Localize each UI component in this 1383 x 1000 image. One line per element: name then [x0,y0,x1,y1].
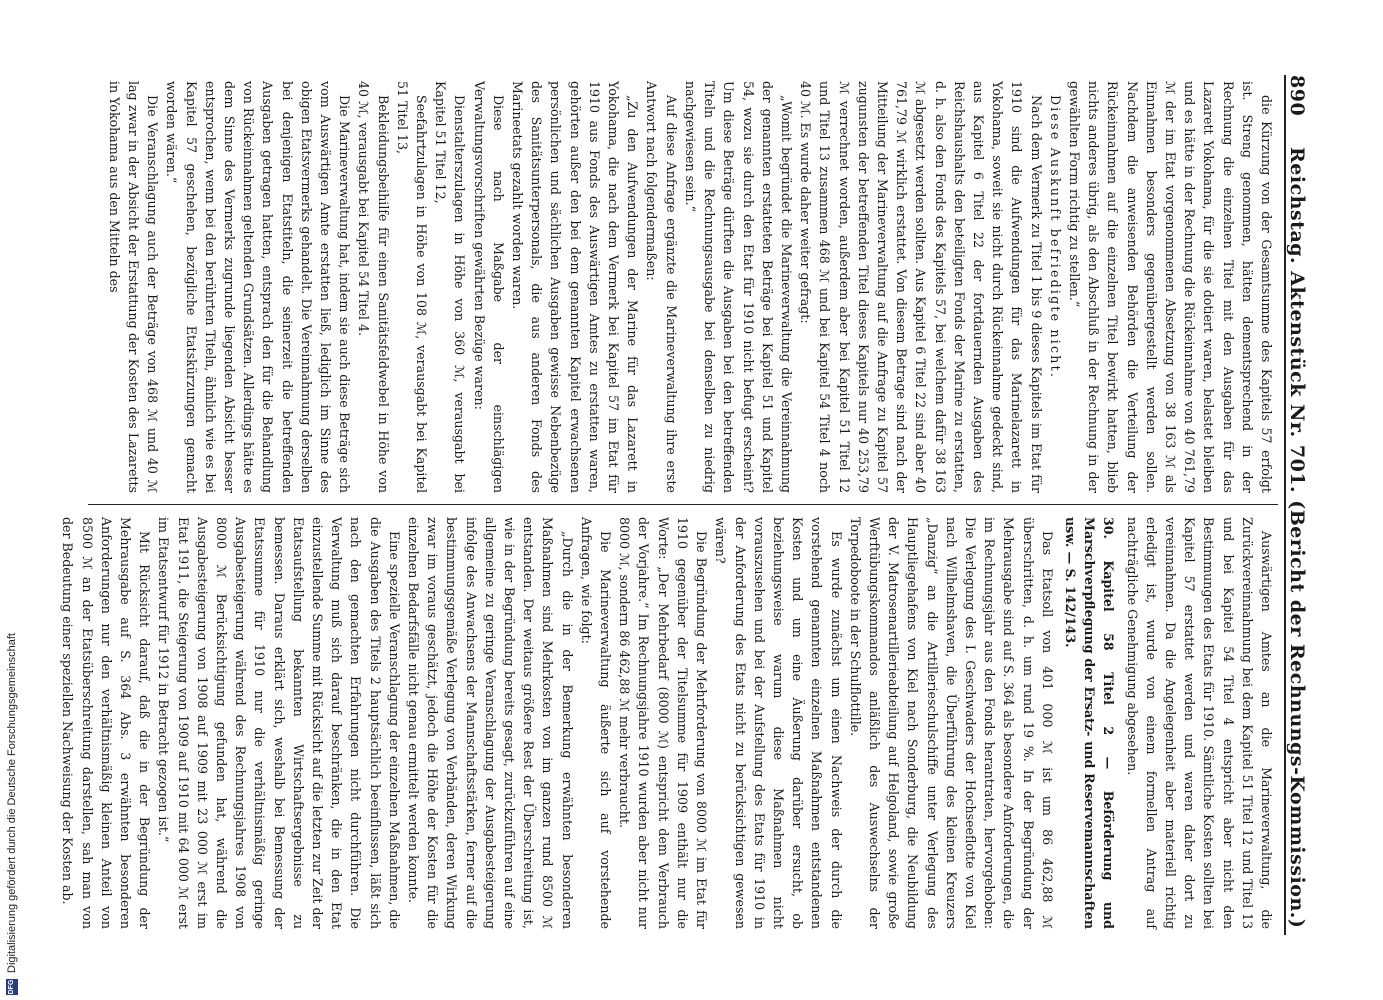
section-heading: 30. Kapitel 58 Titel 2 — Beförderung und Marschverpflegung der Ersatz- und Reservemannschaften usw. — S. 142/143. [1062,517,1117,929]
paragraph: Auswärtigen Amtes an die Marineverwaltung, die Zurückvereinnahmung bei dem Kapitel 51 Titel 12 und Titel 13 und bei Kapitel 54 Titel 4 entspricht aber nicht den Bestimmungen des Etats für 1910. Sämtliche Kosten sollten bei Kapitel 57 erstattet werden und waren daher dort zu vereinnahmen. Da die Angelegenheit aber materiell richtig erledigt ist, wurde von einem formellen Antrag auf nachträgliche Genehmigung abgesehen. [1124,517,1274,929]
paragraph: Nach dem Vermerk zu Titel 1 bis 9 dieses Kapitels im Etat für 1910 sind die Aufwendungen für das Marinelazarett in Yokohama, soweit sie nicht durch Rückeinnahme gedeckt sind, aus Kapitel 6 Titel 22 der fortdauernden Ausgaben des Reichshaushalts den beteiligten Fonds der Marine zu erstatten, d. h. also den Fonds des Kapitels 57, bei welchem dafür 38 163 ℳ abgesetzt werden sollten. Aus Kapitel 6 Titel 22 sind aber 40 761,79 ℳ wirklich erstattet. Von diesem Betrage sind nach der Mitteilung der Marineverwaltung auf die Anfrage zu Kapitel 57 zugunsten der betreffenden Titel dieses Kapitels nur 40 253,79 ℳ verrechnet worden, außerdem aber bei Kapitel 51 Titel 12 und Titel 13 zusammen 468 ℳ und bei Kapitel 54 Titel 4 noch 40 ℳ. Es wurde daher weiter gefragt: [798,81,1044,493]
paragraph: Diese nach Maßgabe der einschlägigen Verwaltungsvorschriften gewährten Bezüge waren: [471,81,506,493]
paragraph: Die Begründung der Mehrforderung von 8000 ℳ im Etat für 1910 gegenüber der Titelsumme für 1909 enthält nur die Worte: „Der Mehrbedarf (8000 ℳ) entspricht dem Verbrauch der Vorjahre.“ Im Rechnungsjahre 1910 wurden aber nicht nur 8000 ℳ, sondern 86 462,88 ℳ mehr verbraucht. [617,517,710,929]
paragraph: Eine spezielle Veranschlagung der einzelnen Maßnahmen, die die Ausgaben des Titels 2 hauptsächlich beeinflussen, läßt sich nach den gemachten Erfahrungen nicht durchführen. Die Verwaltung muß sich darauf beschränken, die in den Etat einzustellende Summe mit Rücksicht auf die letzten zur Zeit der Etatsaufstellung bekannten Wirtschaftsergebnisse zu bemessen. Daraus erklärt sich, weshalb bei Bemessung der Etatssumme für 1910 nur die verhältnismäßig geringe Ausgabesteigerung während des Rechnungsjahres 1908 von 8000 ℳ Berücksichtigung gefunden hat, während die Ausgabesteigerung von 1908 auf 1909 mit 23 000 ℳ erst im Etat 1911, die Steigerung von 1909 auf 1910 mit 64 000 ℳ erst im Etatsentwurf für 1912 in Betracht gezogen ist.“ [156,517,402,929]
text-column-left [90,81,1276,493]
paragraph: Mit Rücksicht darauf, daß die in der Begründung der Mehrausgabe auf S. 364 Abs. 3 erwähnten besonderen Anforderungen nur den verhältnismäßig kleinen Anteil von 8500 ℳ an der Etatsüberschreitung darstellen, sah man von der Bedeutung einer speziellen Nachweisung der Kosten ab. [60,517,153,929]
paragraph: Dienstalterszulagen in Höhe von 360 ℳ, verausgabt bei Kapitel 51 Titel 12, [433,81,468,493]
text-column-right [60,517,1276,929]
paragraph: Seefahrtzulagen in Höhe von 108 ℳ, verausgabt bei Kapitel 51 Titel 13, [394,81,430,493]
paragraph: Die Marineverwaltung äußerte sich auf vorstehende Anfragen, wie folgt: [578,517,614,929]
paragraph: Die Veranschlagung auch der Beträge von 468 ℳ und 40 ℳ lag zwar in der Absicht der Erstattung der Kosten des Lazaretts in Yokohama aus den Mitteln des [106,81,161,493]
paragraph: die Kürzung von der Gesamtsumme des Kapitels 57 erfolgt ist. Streng genommen, hätten dementsprechend in der Rechnung die einzelnen Titel mit den Ausgaben für das Lazarett Yokohama, für die sie dotiert waren, belastet bleiben und es hätte in der Rechnung die Rückeinnahme von 40 761,79 ℳ der im Etat vorgenommenen Absetzung von 38 163 ℳ als Einnahmen besonders gegenübergestellt werden sollen. Nachdem die anweisenden Behörden die Verteilung der Rückeinnahmen auf die einzelnen Titel bewirkt hatten, blieb nichts anderes übrig, als den Abschluß in der Rechnung in der gewählten Form richtig zu stellen.“ [1066,81,1274,493]
digitization-credit [2,5,22,995]
page-number: 890 [1286,75,1308,117]
credit-text: Digitalisierung gefördert durch die Deutsche Forschungsgemeinschaft [6,633,18,973]
paragraph: Die Marineverwaltung hat, indem sie auch diese Beträge sich vom Auswärtigen Amte erstatten ließ, lediglich im Sinne des obigen Etatsvermerks gehandelt. Die Vereinnahmung derselben bei denjenigen Etatstiteln, die seinerzeit die betreffenden Ausgaben getragen hatten, entsprach den für die Behandlung von Rückeinnahmen geltenden Grundsätzen. Allerdings hätte es dem Sinne des Vermerks zugrunde liegenden Absicht besser entsprochen, wenn bei den berührten Titeln, ähnlich wie es bei Kapitel 57 geschehen, bezügliche Etatskürzungen gemacht worden wären.“ [164,81,353,493]
paragraph: „Zu den Aufwendungen der Marine für das Lazarett in Yokohama, die nach dem Vermerk bei Kapitel 57 im Etat für 1910 aus Fonds des Auswärtigen Amtes zu erstatten waren, gehörten außer den bei dem genannten Kapitel erwachsenen persönlichen und sächlichen Ausgaben gewisse Nebenbezüge des Sanitätsunterpersonals, die aus anderen Fonds des Marineetats gezahlt worden waren. [510,81,641,493]
paragraph: Bekleidungsbeihilfe für einen Sanitätsfeldwebel in Höhe von 40 ℳ, verausgabt bei Kapitel 54 Titel 4. [356,81,391,493]
paragraph: Auf diese Anfrage ergänzte die Marineverwaltung ihre erste Antwort nach folgendermaßen: [644,81,679,493]
page-header [1284,75,1312,935]
dfg-logo: DFG [6,979,18,995]
paragraph: Das Etatsoll von 401 000 ℳ ist um 86 462,88 ℳ überschritten, d. h. um rund 19 %. In der Begründung der Mehrausgabe sind auf S. 364 als besondere Anforderungen, die im Rechnungsjahr aus den Fonds herantraten, hervorgehoben: Die Verlegung des I. Geschwaders der Hochseeflotte von Kiel nach Wilhelmshaven, die Überführung des kleinen Kreuzers „Danzig“ an die Artillerieschulschiffe unter Verlegung des Hauptliegehafens von Kiel nach Sonderburg, die Neubildung der V. Matrosenartillerieabteilung auf Helgoland, sowie große Werftübungskommandos anläßlich des Auswechselns der Torpedoboote in der Schulflottille. [847,517,1055,929]
rotated-page-content [60,75,1312,935]
column-divider [88,504,1278,505]
paragraph: Diese Auskunft befriedigte nicht. [1047,95,1063,380]
running-title: Reichstag. Aktenstück Nr. 701. (Bericht der Rechnungs-Kommission.) [1286,147,1308,929]
paragraph: „Womit begründet die Marineverwaltung die Vereinnahmung der genannten erstatteten Beträge bei Kapitel 51 und Kapitel 54, wozu sie durch den Etat für 1910 nicht befugt erscheint? Um diese Beträge dürften die Ausgaben bei den betreffenden Titeln und die Rechnungsausgabe bei denselben zu niedrig nachgewiesen sein.“ [682,81,794,493]
paragraph: Es wurde zunächst um einen Nachweis der durch die vorstehend genannten einzelnen Maßnahmen entstandenen Kosten und um eine Äußerung darüber ersucht, ob beziehungsweise warum diese Maßnahmen nicht vorauszusehen und bei der Aufstellung des Etats für 1910 in der Anforderung des Etats nicht zu berücksichtigen gewesen wären? [713,517,844,929]
paragraph: „Durch die in der Bemerkung erwähnten besonderen Maßnahmen sind Mehrkosten von im ganzen rund 8500 ℳ entstanden. Der weitaus größere Rest der Überschreitung ist, wie in der Begründung bereits gesagt, zurückzuführen auf eine allgemeine zu geringe Veranschlagung der Ausgabesteigerung infolge des Anwachsens der Mannschaftsstärken, ferner auf die bestimmungsgemäße Verlegung von Verbänden, deren Wirkung zwar im voraus geschätzt, jedoch die Höhe der Kosten für die einzelnen Bedarfsfälle nicht genau ermittelt werden konnte. [406,517,575,929]
